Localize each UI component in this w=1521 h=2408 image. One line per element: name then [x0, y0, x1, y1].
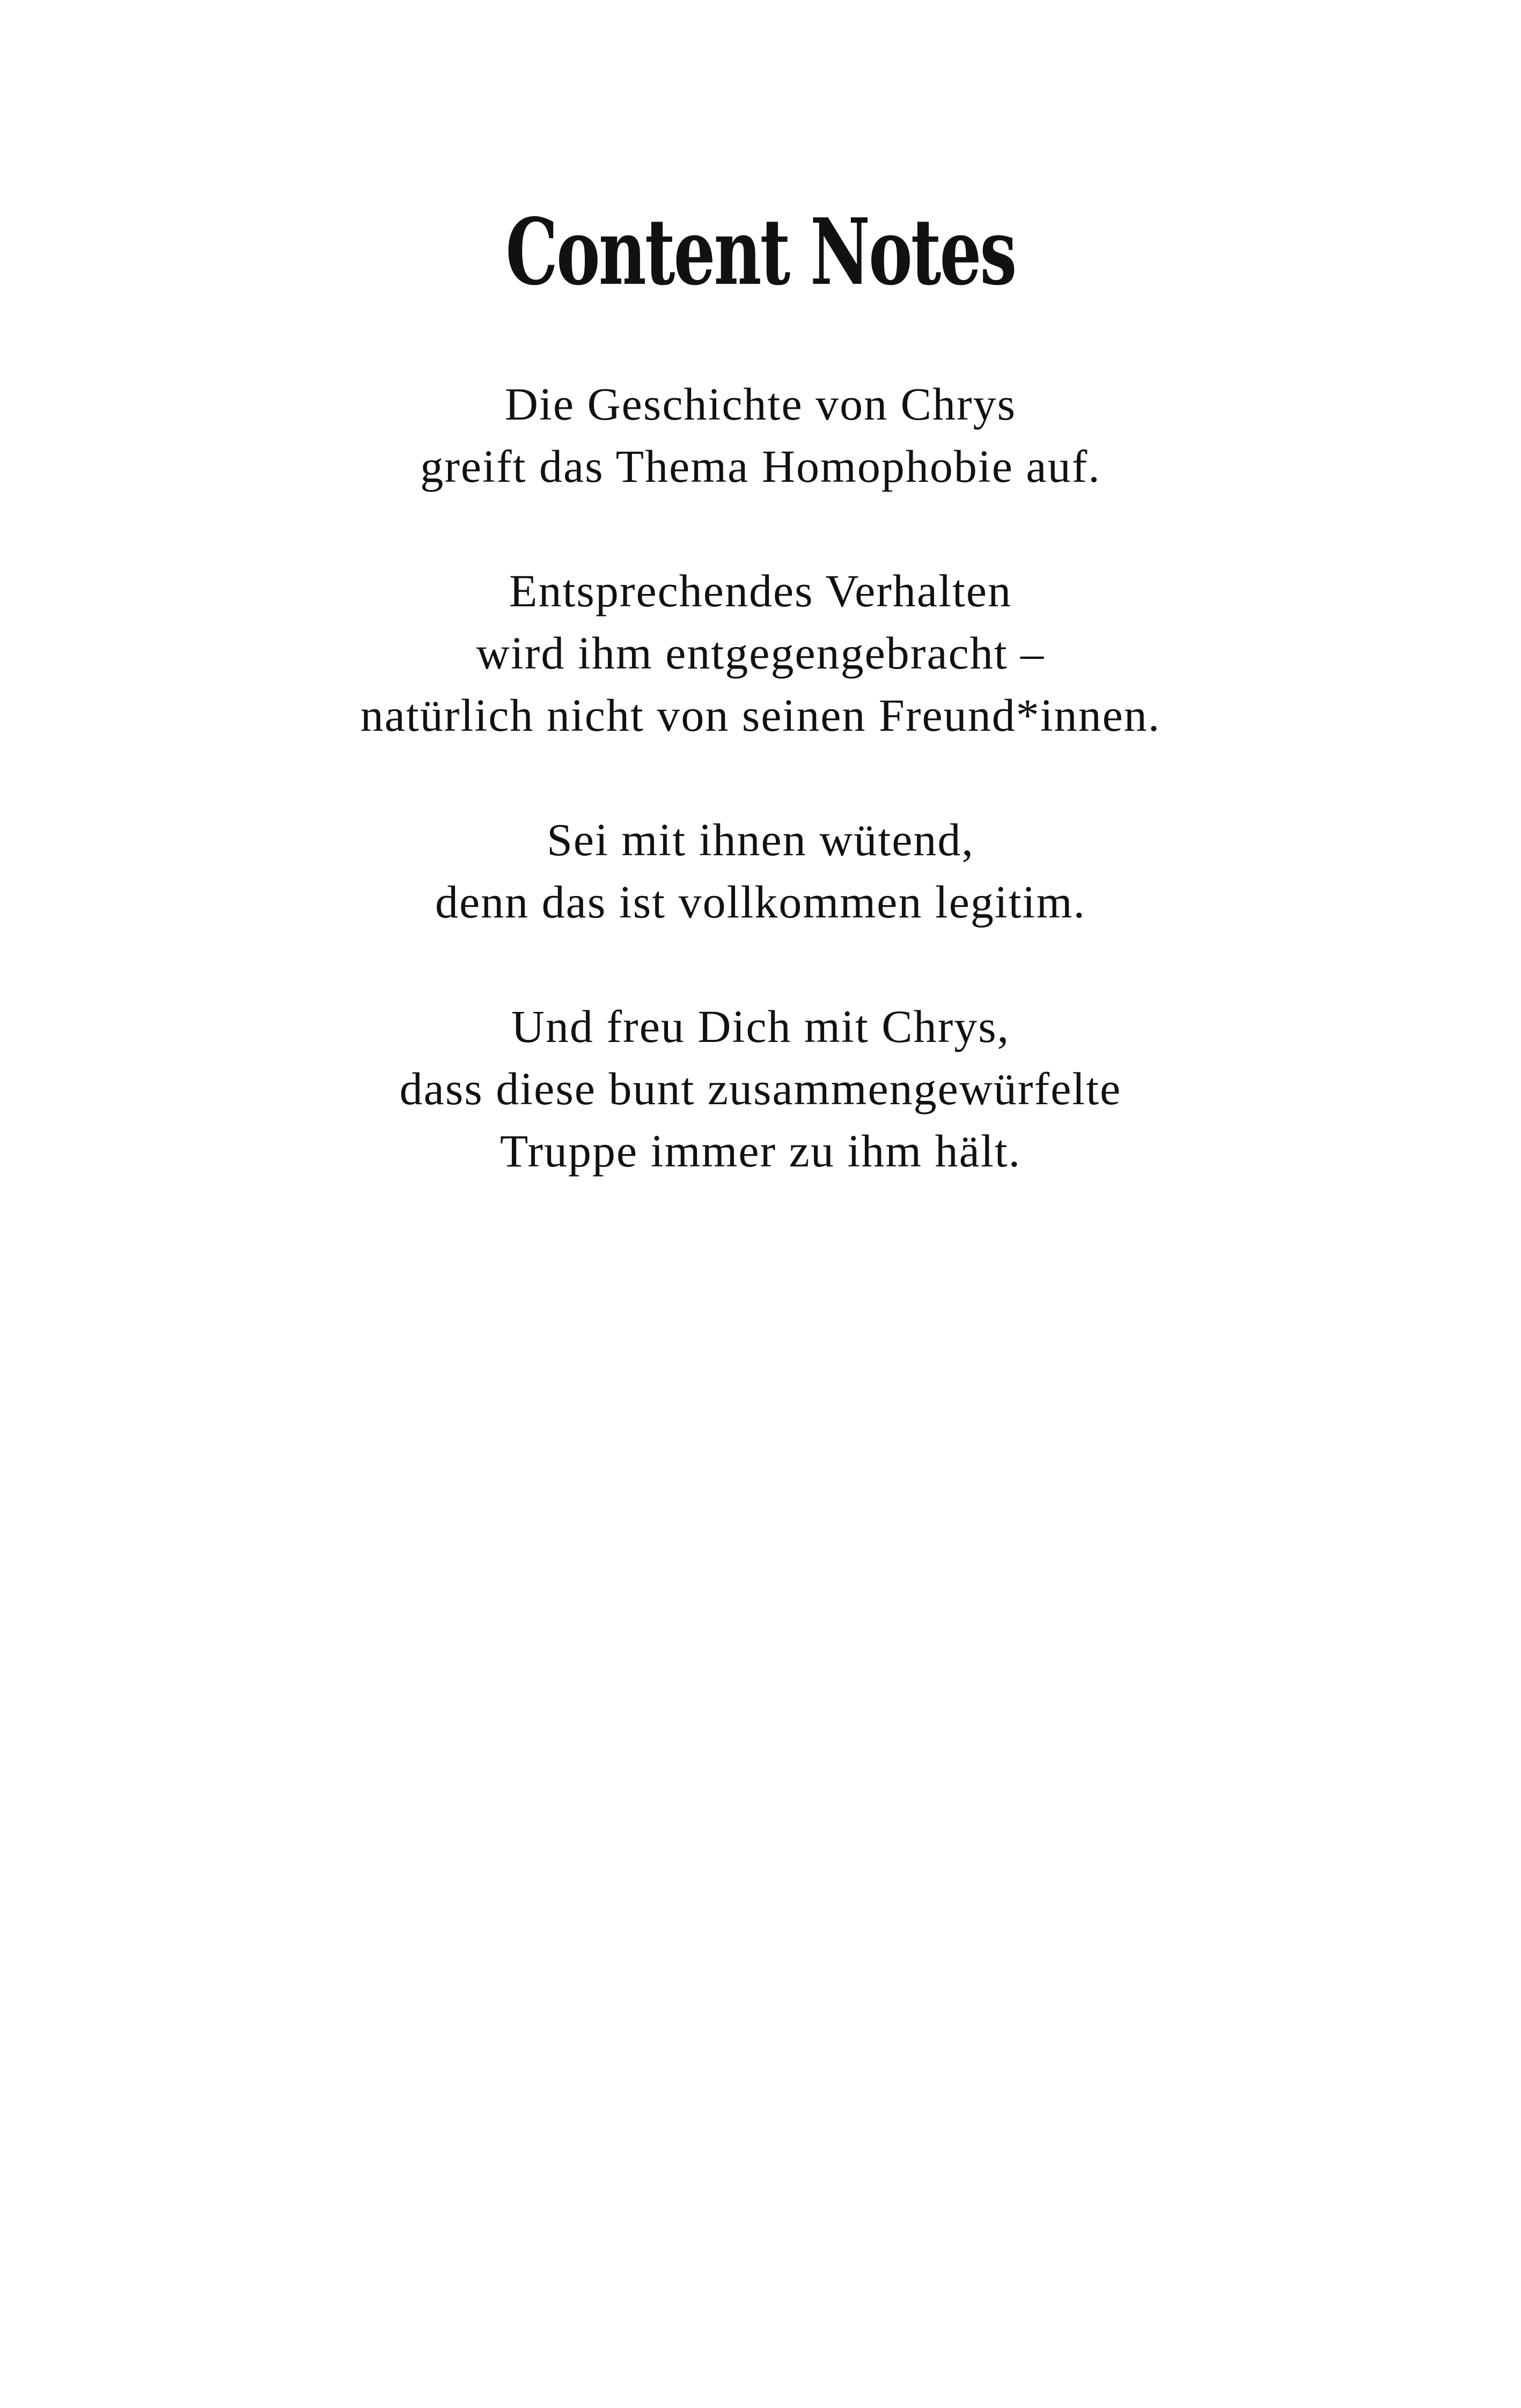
page-title: Content Notes	[505, 199, 1016, 306]
text-line: Entsprechendes Verhalten	[509, 565, 1012, 616]
text-line: dass diese bunt zusammengewürfelte	[399, 1063, 1122, 1114]
text-line: wird ihm entgegengebracht –	[476, 627, 1045, 679]
text-line: Die Geschichte von Chrys	[504, 378, 1017, 430]
text-line: Und freu Dich mit Chrys,	[511, 1001, 1010, 1052]
text-line: natürlich nicht von seinen Freund*innen.	[360, 689, 1161, 741]
text-line: Sei mit ihnen wütend,	[547, 814, 974, 865]
stanza-3	[0, 809, 1521, 933]
stanza-4	[0, 995, 1521, 1182]
stanza-2	[0, 560, 1521, 746]
text-line: Truppe immer zu ihm hält.	[499, 1125, 1022, 1177]
stanza-1	[0, 373, 1521, 497]
content-notes-text	[0, 373, 1521, 1244]
text-line: greift das Thema Homophobie auf.	[420, 441, 1101, 492]
text-line: denn das ist vollkommen legitim.	[435, 876, 1086, 928]
